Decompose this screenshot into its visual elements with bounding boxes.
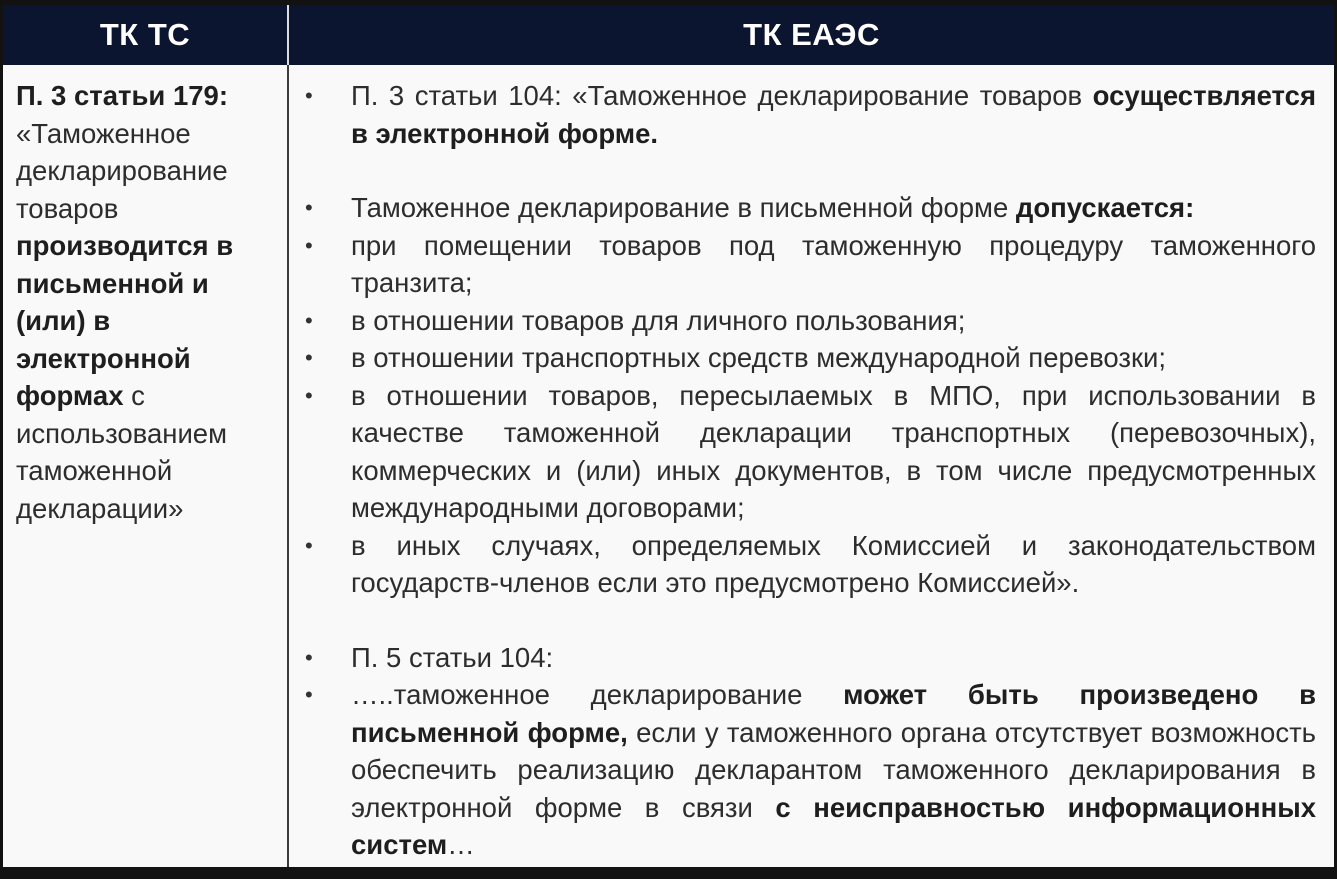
- list-item: [289, 227, 1316, 302]
- right-cell: [288, 65, 1334, 867]
- item2-bold: допускается:: [1015, 192, 1195, 223]
- bullet-icon: •: [305, 644, 313, 670]
- list-item: [289, 339, 1316, 377]
- list-item: [289, 639, 1316, 677]
- item3-text: при помещении товаров под таможенную процедуру таможенного транзита;: [351, 229, 1316, 298]
- left-bold-1: производится в письменной и (или) в электронной формах: [16, 230, 234, 411]
- item7-text: в иных случаях, определяемых Комиссией и законодательством государств-членов если это предусмотрено Комиссией».: [351, 529, 1316, 598]
- right-list: [289, 77, 1316, 864]
- item9-text-3: …: [447, 829, 475, 860]
- left-article-ref: П. 3 статьи 179:: [16, 80, 228, 111]
- comparison-table: [3, 5, 1334, 867]
- spacer: [289, 602, 1316, 639]
- item8-text: П. 5 статьи 104:: [351, 641, 554, 673]
- bullet-icon: •: [305, 345, 313, 370]
- bullet-icon: •: [305, 83, 313, 108]
- list-item: [289, 377, 1316, 527]
- list-item: [289, 302, 1316, 340]
- spacer: [289, 152, 1316, 189]
- bullet-icon: •: [305, 307, 313, 333]
- item4-text: в отношении товаров для личного пользования;: [351, 304, 966, 336]
- bullet-icon: •: [305, 682, 313, 707]
- header-tk-eaes: ТК ЕАЭС: [288, 5, 1334, 65]
- item9-text-1: …..таможенное декларирование: [351, 679, 803, 710]
- left-cell: [3, 65, 288, 867]
- left-text-1: «Таможенное декларирование товаров: [16, 117, 228, 224]
- bullet-icon: •: [305, 232, 313, 258]
- bullet-icon: •: [305, 532, 313, 558]
- table-header-row: [3, 5, 1334, 65]
- item5-text: в отношении транспортных средств международной перевозки;: [351, 342, 1167, 373]
- list-item: [289, 77, 1316, 152]
- item9-bold-2: с неисправностью информационных систем: [351, 791, 1316, 860]
- bullet-icon: •: [305, 382, 313, 408]
- list-item: [289, 676, 1316, 864]
- item2-text: Таможенное декларирование в письменной форме: [351, 192, 1009, 223]
- table-body-row: [3, 65, 1334, 867]
- list-item: [289, 527, 1316, 602]
- bullet-icon: •: [305, 195, 313, 220]
- item6-text: в отношении товаров, пересылаемых в МПО, при использовании в качестве таможенной декларации транспортных (перевозочных), коммерческих и (или) иных документов, в том числе предусмотренных международными договорами;: [351, 379, 1316, 523]
- header-tk-ts: ТК ТС: [3, 5, 288, 65]
- list-item: [289, 189, 1316, 227]
- item9-text-2: если у таможенного органа отсутствует возможность обеспечить реализацию декларантом таможенного декларирования в электронной форме в связи: [351, 716, 1316, 823]
- item1-text: П. 3 статьи 104: «Таможенное декларирование товаров: [351, 80, 1083, 111]
- left-text-2: с использованием таможенной декларации»: [16, 380, 228, 524]
- item1-bold: осуществляется в электронной форме.: [351, 80, 1316, 149]
- item9-bold-1: может быть произведено в письменной форме,: [351, 679, 1316, 748]
